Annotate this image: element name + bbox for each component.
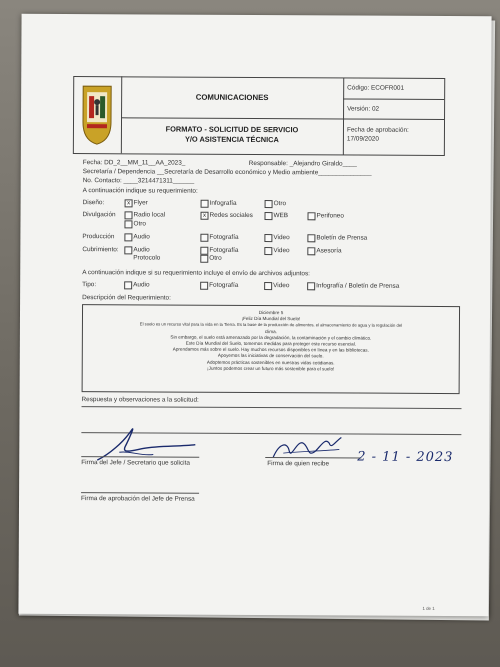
option-tipo-audio: Audio xyxy=(133,281,150,289)
option-perifoneo: Perifoneo xyxy=(316,212,344,220)
row-label-produccion: Producción xyxy=(82,233,115,241)
option-cub-video: Video xyxy=(273,247,290,255)
row-label-cubrimiento: Cubrimiento: xyxy=(82,246,119,254)
checkbox-prod-fotografia[interactable] xyxy=(200,234,208,242)
form-version: Versión: 02 xyxy=(347,105,380,113)
description-line: ¡Juntos podemos crear un futuro más sostenible para el suelo! xyxy=(207,365,335,372)
option-prod-fotografia: Fotografía xyxy=(209,233,239,241)
department-field: Secretaría / Dependencia __Secretaría de Desarrollo económico y Medio ambiente_______________ xyxy=(82,168,372,177)
checkbox-tipo-audio[interactable] xyxy=(124,281,132,289)
option-cub-asesoria: Asesoría xyxy=(316,247,342,255)
description-label: Descripción del Requerimiento: xyxy=(82,294,171,302)
checkbox-divulgacion-otro[interactable] xyxy=(124,220,132,228)
form-title-line2: Y/O ASISTENCIA TÉCNICA xyxy=(184,134,279,145)
option-cub-protocolo: Protocolo xyxy=(133,254,161,262)
form-sheet xyxy=(18,14,491,616)
description-line: El suelo es un recurso vital para la vida en la Tierra. Es la base de la producción de alimentos, el almacenamiento de agua y la regulación del xyxy=(139,321,403,329)
checkbox-cub-fotografia[interactable] xyxy=(200,247,208,255)
checkbox-infografia[interactable] xyxy=(201,200,209,208)
checkbox-perifoneo[interactable] xyxy=(307,212,315,220)
contact-field: No. Contacto: ____3214471311______ xyxy=(82,177,195,185)
press-chief-signature-line xyxy=(81,492,199,494)
attachments-prompt: A continuación indique si su requerimiento incluye el envío de archivos adjuntos: xyxy=(82,269,310,278)
description-line: Adoptemos prácticas sostenibles en nuestras vidas cotidianas. xyxy=(206,359,335,366)
option-cub-otro: Otro xyxy=(209,254,222,262)
form-code: Código: ECOFR001 xyxy=(347,84,405,92)
checkbox-tipo-infografia[interactable] xyxy=(307,282,315,290)
checkbox-cub-audio[interactable] xyxy=(124,246,132,254)
checkbox-web[interactable] xyxy=(264,212,272,220)
page-number: 1 de 1 xyxy=(422,605,435,611)
option-flyer: Flyer xyxy=(133,199,148,207)
checkbox-prod-boletin[interactable] xyxy=(307,234,315,242)
municipal-logo xyxy=(79,82,115,146)
form-title-line1: FORMATO - SOLICITUD DE SERVICIO xyxy=(165,124,299,135)
department-title: COMUNICACIONES xyxy=(195,92,269,103)
option-prod-video: Video xyxy=(273,234,290,242)
checkbox-prod-audio[interactable] xyxy=(124,233,132,241)
response-label: Respuesta y observaciones a la solicitud: xyxy=(81,396,199,404)
option-cub-audio: Audio xyxy=(133,246,150,254)
option-tipo-infografia: Infografía / Boletín de Prensa xyxy=(316,282,400,290)
description-line: Diciembre 5 xyxy=(258,310,284,316)
requirement-prompt: A continuación indique su requerimiento: xyxy=(82,187,198,195)
receiver-signature-label: Firma de quien recibe xyxy=(267,460,330,468)
option-web: WEB xyxy=(273,212,289,220)
description-line: Este Día Mundial del Suelo, tomemos medidas para proteger este recurso esencial. xyxy=(185,340,357,347)
description-line: ¡Feliz Día Mundial del Suelo! xyxy=(241,316,301,322)
description-box xyxy=(82,304,460,394)
checkbox-flyer[interactable]: x xyxy=(125,199,133,207)
requester-signature-label: Firma del Jefe / Secretario que solicita xyxy=(81,459,190,467)
option-radio-local: Radio local xyxy=(133,211,166,219)
option-prod-boletin: Boletín de Prensa xyxy=(316,234,368,242)
option-infografia: Infografía xyxy=(209,199,237,207)
press-chief-signature-label: Firma de aprobación del Jefe de Prensa xyxy=(81,495,195,503)
checkbox-cub-video[interactable] xyxy=(264,247,272,255)
option-tipo-fotografia: Fotografía xyxy=(209,281,239,289)
checkbox-redes-sociales[interactable]: x xyxy=(200,212,208,220)
approval-label: Fecha de aprobación: xyxy=(346,126,409,134)
option-tipo-video: Video xyxy=(273,282,290,290)
description-line: clima. xyxy=(264,328,277,334)
approval-date: 17/09/2020 xyxy=(346,135,379,143)
response-line xyxy=(82,406,462,409)
description-line: Apoyemos las iniciativas de conservación del suelo. xyxy=(217,353,324,359)
checkbox-cub-otro[interactable] xyxy=(200,255,208,263)
responsible-field: Responsable: _Alejandro Giraldo____ xyxy=(248,159,357,168)
checkbox-radio-local[interactable] xyxy=(124,211,132,219)
checkbox-cub-asesoria[interactable] xyxy=(307,247,315,255)
row-label-divulgacion: Divulgación xyxy=(82,211,116,219)
row-label-tipo: Tipo: xyxy=(82,281,97,289)
row-label-diseno: Diseño: xyxy=(82,199,105,207)
option-divulgacion-otro: Otro xyxy=(133,220,146,228)
date-field: Fecha: DD_2__MM_11__AA_2023_ xyxy=(82,159,186,167)
option-prod-audio: Audio xyxy=(133,233,150,241)
receiver-signature-ink xyxy=(269,433,349,463)
description-line: Sin embargo, el suelo está amenazado por la degradación, la contaminación y el cambio climático. xyxy=(170,334,372,341)
checkbox-prod-video[interactable] xyxy=(264,234,272,242)
checkbox-otro[interactable] xyxy=(265,200,273,208)
option-otro: Otro xyxy=(273,200,287,208)
checkbox-tipo-fotografia[interactable] xyxy=(200,282,208,290)
handwritten-date: 2 - 11 - 2023 xyxy=(357,449,454,466)
description-line: Aprendamos más sobre el suelo. Hay muchos recursos disponibles en línea y en las bibliotecas. xyxy=(172,346,369,353)
option-cub-fotografia: Fotografía xyxy=(209,246,239,254)
checkbox-tipo-video[interactable] xyxy=(264,282,272,290)
option-redes-sociales: Redes sociales xyxy=(209,211,253,219)
